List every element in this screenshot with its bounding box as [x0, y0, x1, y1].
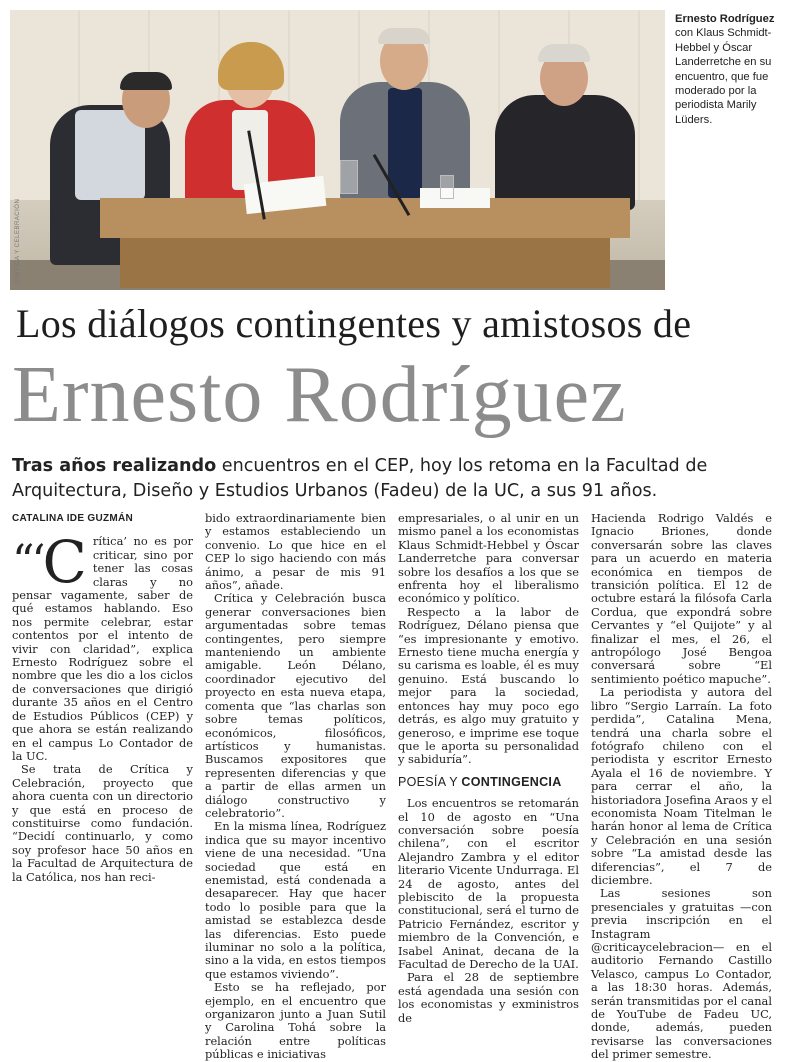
paragraph: Las sesiones son presenciales y gratuitas —con previa inscripción en el Instagram @criticaycelebracion— en el auditorio Fernando Castillo Velasco, campus Lo Contador, a las 18:30 horas. Además, serán transmitidas por el canal de YouTube de Fadeu UC, donde, además, pueden revisarse las conversaciones del primer semestre. [591, 886, 772, 1062]
lead-paragraph [12, 528, 193, 763]
deck-lead: Tras años realizando [12, 456, 217, 476]
photo-carafe [340, 160, 358, 194]
headline-top: Los diálogos contingentes y amistosos de [16, 301, 692, 346]
paragraph: Hacienda Rodrigo Valdés e Ignacio Briones, donde conversarán sobre las claves para un acuerdo en materia económica en tiempos de transición política. El 12 de octubre estará la filósofa Carla Cordua, que expondrá sobre Cervantes y “el Quijote” y al finalizar el mes, el 26, el antropólogo José Bengoa conversará sobre “El sentimiento poético mapuche”. [591, 511, 772, 686]
dropcap [12, 528, 87, 597]
paragraph: bido extraordinariamente bien y estamos estableciendo un convenio. Lo que hice en el CEP lo sigo haciendo con más ánimo, a pesar de mis 91 años”, añade. [205, 511, 386, 593]
subheading-a: POESÍA Y [398, 774, 462, 789]
column-2 [205, 512, 386, 1062]
paragraph: rítica’ no es por criticar, sino por tener las cosas claras y no pensar vagamente, saber de qué estamos hablando. Eso nos permite celebrar, estar contentos por el intento de vivir con claridad”, explica Ernesto Rodríguez sobre el nombre que les dio a los ciclos de conversaciones que dirigió durante 35 años en el Centro de Estudios Públicos (CEP) y que ahora se están realizando en el campus Lo Contador de la UC. [12, 534, 193, 763]
caption-name: Ernesto Rodríguez [675, 13, 775, 25]
headline-main: Ernesto Rodríguez [12, 351, 627, 439]
paragraph: Para el 28 de septiembre está agendada una sesión con los economistas y exministros de [398, 970, 579, 1025]
article-photo [10, 10, 665, 290]
photo-table-front [120, 238, 610, 288]
article-deck [12, 454, 782, 504]
byline: CATALINA IDE GUZMÁN [12, 513, 134, 524]
paragraph: Se trata de Crítica y Celebración, proyecto que ahora cuenta con un directorio y que está en proceso de constituirse como fundación. “Decidí continuarlo, y como soy profesor hace 50 años en la Facultad de Arquitectura de la Católica, nos han reci- [12, 762, 193, 884]
paragraph: Respecto a la labor de Rodríguez, Délano piensa que “es impresionante y emotivo. Ernesto tiene mucha energía y su carisma es loable, él es muy genuino. Está buscando lo mejor para la sociedad, entonces hay muy poco ego detrás, es algo muy gratuito y generoso, e imprime ese toque que le aporta su personalidad y sabiduría”. [398, 604, 579, 767]
paragraph: empresariales, o al unir en un mismo panel a los economistas Klaus Schmidt-Hebbel y Óscar Landerretche para conversar sobre los desafíos a los que se enfrenta hoy el liberalismo económico y político. [398, 511, 579, 606]
dropcap-quotes: “‘ [12, 536, 43, 588]
subheading [398, 776, 579, 789]
photo-papers-2 [420, 188, 490, 208]
photo-table [100, 198, 630, 238]
dropcap-letter: C [42, 528, 87, 597]
paragraph: En la misma línea, Rodríguez indica que su mayor incentivo viene de una necesidad. “Una sociedad que está en enemistad, está condenada a desaparecer. Hay que hacer todo lo posible para que la amistad se establezca desde las diferencias. Esto puede iluminar no solo a la política, sino a la vida, en estos tiempos que estamos viviendo”. [205, 819, 386, 981]
column-1 [12, 512, 193, 884]
paragraph: Los encuentros se retomarán el 10 de agosto en “Una conversación sobre poesía chilena”, con el escritor Alejandro Zambra y el editor literario Vicente Undurraga. El 24 de agosto, antes del plebiscito de la propuesta constitucional, será el turno de Patricio Fernández, escritor y miembro de la Convención, e Isabel Aninat, decana de la Facultad de Derecho de la UAI. [398, 796, 579, 971]
photo-credit: CRÍTICA Y CELEBRACIÓN [15, 198, 21, 283]
column-3 [398, 512, 579, 1025]
paragraph: La periodista y autora del libro “Sergio Larraín. La foto perdida”, Catalina Mena, tendrá una charla sobre el fotógrafo chileno con el periodista y escritor Ernesto Ayala el 16 de noviembre. Y para cerrar el año, la historiadora Josefina Araos y el economista Noam Titelman le harán honor al lema de Crítica y Celebración en una sesión sobre “La amistad desde las diferencias”, el 7 de diciembre. [591, 685, 772, 887]
photo-glass [440, 175, 454, 199]
paragraph: Esto se ha reflejado, por ejemplo, en el encuentro que organizaron junto a Juan Sutil y Carolina Tohá sobre la relación entre políticas públicas e iniciativas [205, 980, 386, 1062]
paragraph: Crítica y Celebración busca generar conversaciones bien argumentadas sobre temas contingentes, pero siempre manteniendo un ambiente amigable. León Délano, coordinador ejecutivo del proyecto en esta nueva etapa, comenta que “las charlas son sobre temas políticos, económicos, filosóficos, artísticos y humanistas. Buscamos expositores que representen diferencias y que a partir de ellas armen un diálogo constructivo y celebratorio”. [205, 591, 386, 820]
photo-caption [675, 12, 785, 127]
subheading-b: CONTINGENCIA [461, 774, 562, 789]
column-4 [591, 512, 772, 1062]
caption-text: con Klaus Schmidt-Hebbel y Óscar Landerretche en su encuentro, que fue moderado por la periodista Marily Lüders. [675, 27, 772, 126]
deck-text: encuentros en el CEP, hoy los retoma en la Facultad de Arquitectura, Diseño y Estudios Urbanos (Fadeu) de la UC, a sus 91 años. [12, 456, 708, 501]
